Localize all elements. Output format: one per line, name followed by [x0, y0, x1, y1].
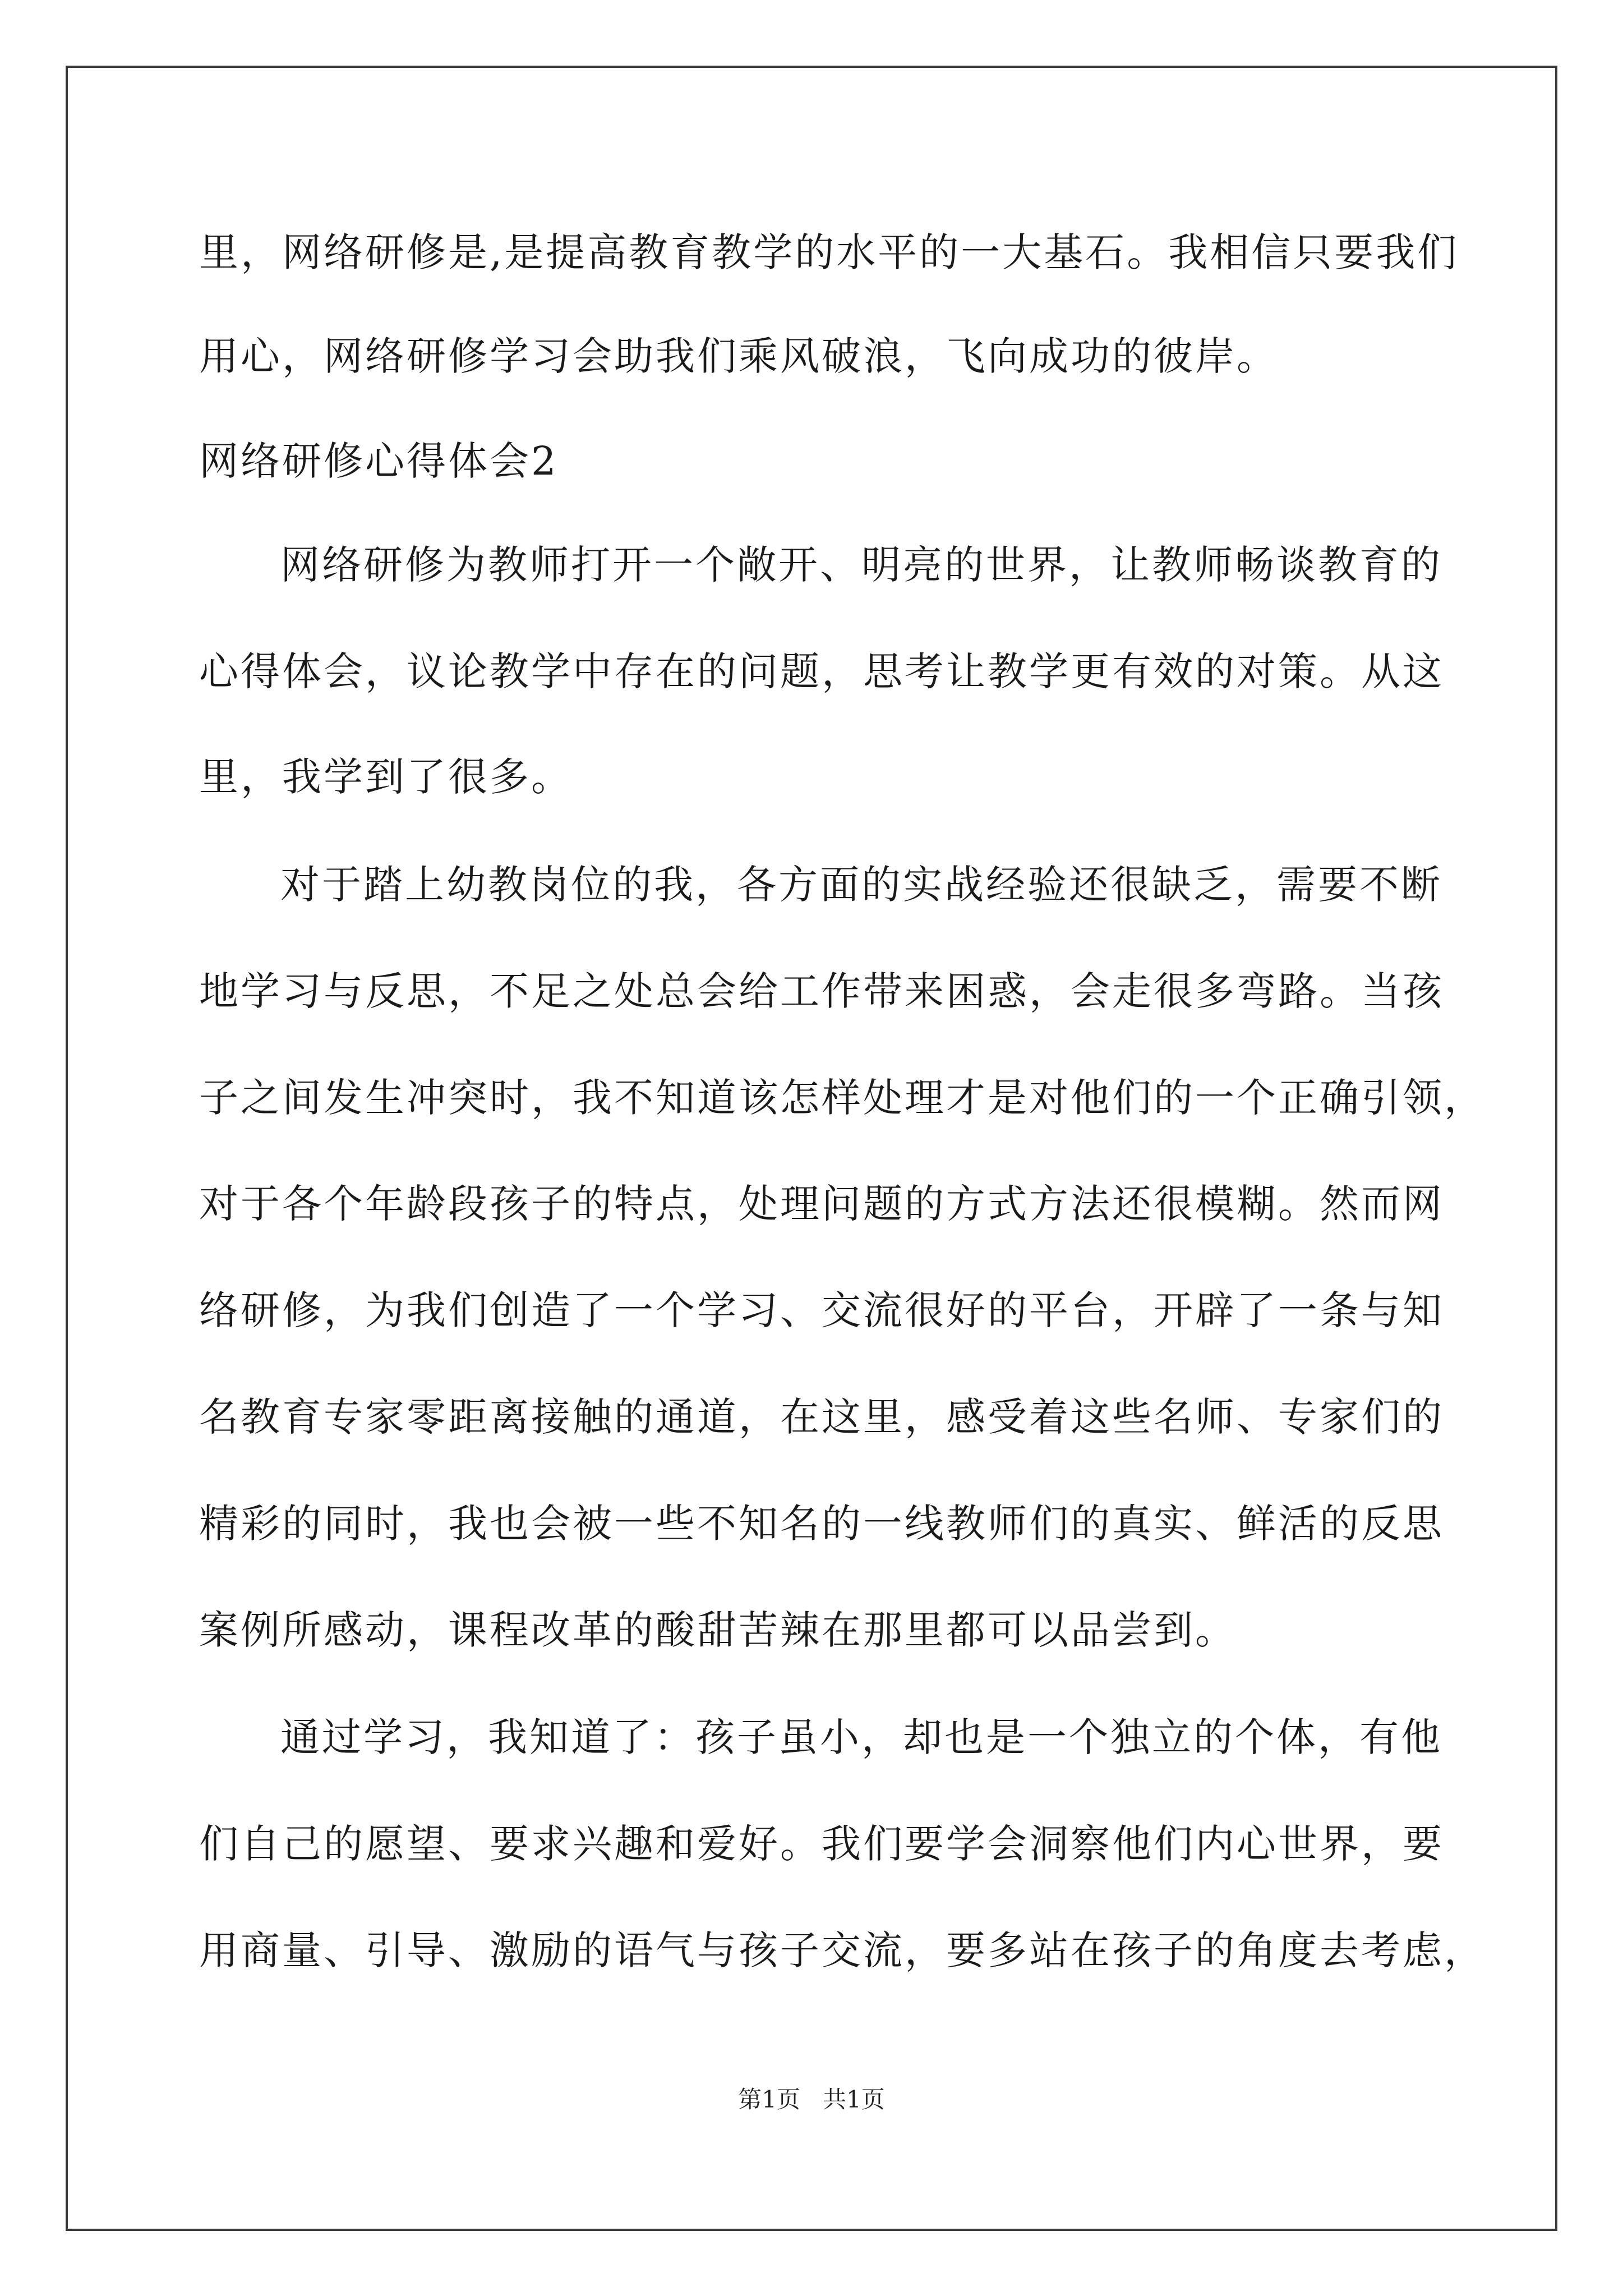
- page-number-footer: 第1页 共1页: [738, 2086, 885, 2113]
- text-line: 地学习与反思，不足之处总会给工作带来困惑，会走很多弯路。当孩: [199, 968, 1444, 1014]
- text-line: 案例所感动，课程改革的酸甜苦辣在那里都可以品尝到。: [199, 1607, 1237, 1653]
- text-line: 心得体会，议论教学中存在的问题，思考让教学更有效的对策。从这: [199, 648, 1444, 694]
- text-line: 对于各个年龄段孩子的特点，处理问题的方式方法还很模糊。然而网: [199, 1181, 1444, 1227]
- text-line: 用商量、引导、激励的语气与孩子交流，要多站在孩子的角度去考虑，: [199, 1927, 1486, 1973]
- text-line: 精彩的同时，我也会被一些不知名的一线教师们的真实、鲜活的反思: [199, 1501, 1444, 1547]
- text-line: 对于踏上幼教岗位的我，各方面的实战经验还很缺乏，需要不断: [280, 862, 1442, 908]
- section-heading: 网络研修心得体会2: [199, 438, 559, 484]
- text-line: 名教育专家零距离接触的通道，在这里，感受着这些名师、专家们的: [199, 1394, 1444, 1440]
- text-line: 网络研修为教师打开一个敞开、明亮的世界，让教师畅谈教育的: [280, 542, 1442, 588]
- text-line: 用心，网络研修学习会助我们乘风破浪，飞向成功的彼岸。: [199, 333, 1278, 379]
- text-line: 络研修，为我们创造了一个学习、交流很好的平台，开辟了一条与知: [199, 1287, 1444, 1333]
- page-border: [66, 66, 1557, 2231]
- text-line: 子之间发生冲突时，我不知道该怎样处理才是对他们的一个正确引领，: [199, 1075, 1486, 1121]
- text-line: 里，我学到了很多。: [199, 754, 573, 800]
- text-line: 通过学习，我知道了：孩子虽小，却也是一个独立的个体，有他: [280, 1714, 1442, 1760]
- text-line: 里，网络研修是,是提高教育教学的水平的一大基石。我相信只要我们: [199, 229, 1459, 275]
- text-line: 们自己的愿望、要求兴趣和爱好。我们要学会洞察他们内心世界，要: [199, 1821, 1444, 1867]
